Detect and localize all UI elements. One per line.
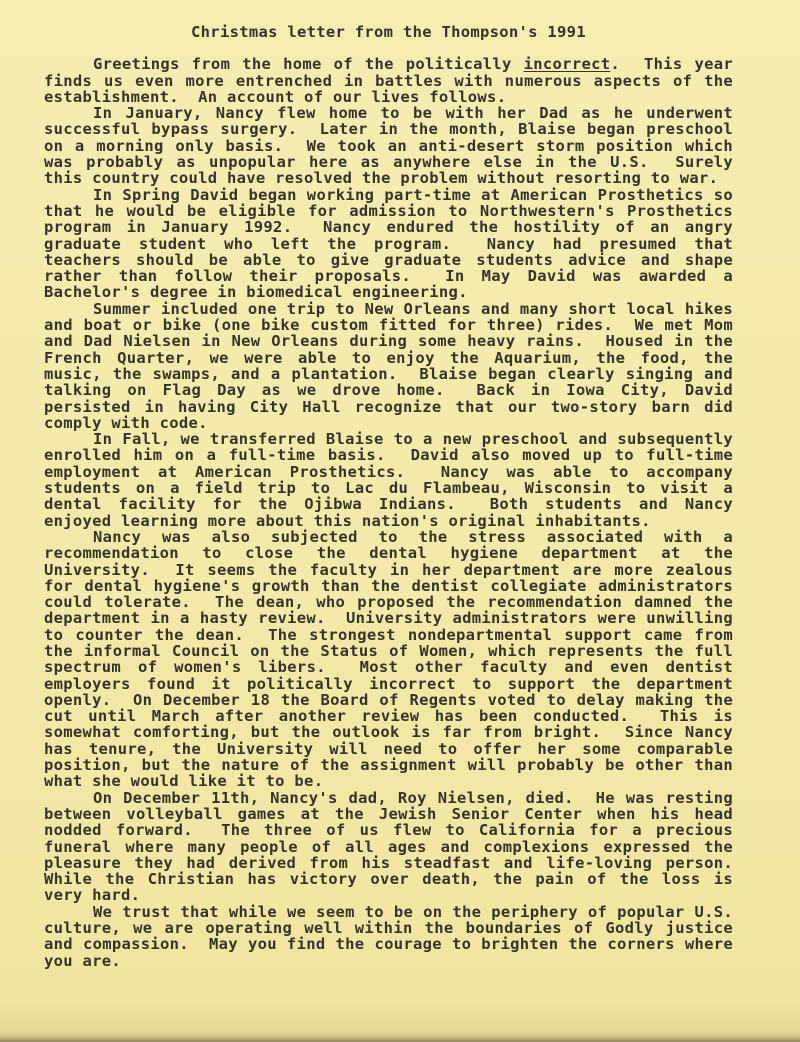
letter-line: Nancy was also subjected to the stress associated with a bbox=[93, 527, 733, 546]
letter-line: recommendation to close the dental hygiene department at the bbox=[44, 544, 733, 563]
letter-line: program in January 1992. Nancy endured the hostility of an angry bbox=[44, 218, 733, 237]
letter-line: We trust that while we seem to be on the periphery of popular U.S. bbox=[93, 902, 733, 921]
letter-line: dental facility for the Ojibwa Indians. Both students and Nancy bbox=[44, 495, 733, 514]
letter-line: enjoyed learning more about this nation's original inhabitants. bbox=[44, 511, 651, 530]
letter-line: and boat or bike (one bike custom fitted for three) rides. We met Mom bbox=[44, 316, 733, 335]
letter-line: funeral where many people of all ages and complexions expressed the bbox=[44, 837, 733, 856]
letter-line: position, but the nature of the assignment will probably be other than bbox=[44, 756, 733, 775]
letter-line: on a morning only basis. We took an anti-desert storm position which bbox=[44, 136, 733, 155]
letter-body bbox=[44, 56, 733, 969]
letter-line: and compassion. May you find the courage to brighten the corners where bbox=[44, 935, 733, 954]
letter-line: to counter the dean. The strongest nondepartmental support came from bbox=[44, 625, 733, 644]
letter-line: While the Christian has victory over death, the pain of the loss is bbox=[44, 870, 733, 889]
letter-line: University. It seems the faculty in her department are more zealous bbox=[44, 560, 733, 579]
letter-line: rather than follow their proposals. In May David was awarded a bbox=[44, 267, 733, 286]
letter-line: On December 11th, Nancy's dad, Roy Nielsen, died. He was resting bbox=[93, 788, 733, 807]
letter-line: this country could have resolved the problem without resorting to war. bbox=[44, 169, 719, 188]
letter-line: Bachelor's degree in biomedical engineering. bbox=[44, 283, 468, 302]
letter-line: teachers should be able to give graduate students advice and shape bbox=[44, 250, 733, 269]
letter-line: has tenure, the University will need to offer her some comparable bbox=[44, 739, 733, 758]
letter-line: and Dad Nielsen in New Orleans during some heavy rains. Housed in the bbox=[44, 332, 733, 351]
paragraph bbox=[44, 105, 733, 186]
letter-line: finds us even more entrenched in battles with numerous aspects of the bbox=[44, 71, 733, 90]
letter-line: graduate student who left the program. Nancy had presumed that bbox=[44, 234, 733, 253]
letter-line: you are. bbox=[44, 951, 122, 970]
letter-title: Christmas letter from the Thompson's 1991 bbox=[191, 23, 586, 41]
paragraph bbox=[44, 529, 733, 790]
letter-line: nodded forward. The three of us flew to California for a precious bbox=[44, 821, 733, 840]
letter-line: Summer included one trip to New Orleans and many short local hikes bbox=[93, 299, 733, 318]
letter-line: successful bypass surgery. Later in the month, Blaise began preschool bbox=[44, 120, 733, 139]
letter-line: comply with code. bbox=[44, 413, 208, 432]
paragraph bbox=[44, 187, 733, 301]
letter-line: that he would be eligible for admission to Northwestern's Prosthetics bbox=[44, 201, 733, 220]
letter-line: In Fall, we transferred Blaise to a new preschool and subsequently bbox=[93, 430, 733, 449]
underlined-word: incorrect bbox=[523, 55, 611, 74]
letter-line: In January, Nancy flew home to be with her Dad as he underwent bbox=[93, 104, 733, 123]
letter-line: employment at American Prosthetics. Nancy was able to accompany bbox=[44, 462, 733, 481]
letter-line: culture, we are operating well within the boundaries of Godly justice bbox=[44, 919, 733, 938]
letter-line: for dental hygiene's growth than the dentist collegiate administrators bbox=[44, 576, 733, 595]
letter-line: between volleyball games at the Jewish Senior Center when his head bbox=[44, 804, 733, 823]
letter-line: music, the swamps, and a plantation. Blaise began clearly singing and bbox=[44, 364, 733, 383]
letter-line: pleasure they had derived from his steadfast and life-loving person. bbox=[44, 853, 733, 872]
letter-line: talking on Flag Day as we drove home. Back in Iowa City, David bbox=[44, 381, 733, 400]
paragraph bbox=[44, 301, 733, 431]
letter-line: cut until March after another review has been conducted. This is bbox=[44, 707, 733, 726]
letter-line: persisted in having City Hall recognize that our two-story barn did bbox=[44, 397, 733, 416]
paragraph bbox=[44, 56, 733, 105]
paragraph bbox=[44, 431, 733, 529]
letter-line: was probably as unpopular here as anywhere else in the U.S. Surely bbox=[44, 153, 733, 172]
letter-line: could tolerate. The dean, who proposed the recommendation damned the bbox=[44, 593, 733, 612]
letter-line: what she would like it to be. bbox=[44, 772, 324, 791]
letter-line: department in a hasty review. University administrators were unwilling bbox=[44, 609, 733, 628]
letter-line: openly. On December 18 the Board of Regents voted to delay making the bbox=[44, 690, 733, 709]
paragraph bbox=[44, 904, 733, 969]
letter-line: establishment. An account of our lives follows. bbox=[44, 87, 507, 106]
letter-line: In Spring David began working part-time at American Prosthetics so bbox=[93, 185, 733, 204]
letter-text-column bbox=[44, 24, 733, 969]
letter-line: enrolled him on a full-time basis. David also moved up to full-time bbox=[44, 446, 733, 465]
letter-line: French Quarter, we were able to enjoy the Aquarium, the food, the bbox=[44, 348, 733, 367]
letter-line: somewhat comforting, but the outlook is far from bright. Since Nancy bbox=[44, 723, 733, 742]
letter-line: very hard. bbox=[44, 886, 141, 905]
paragraph bbox=[44, 790, 733, 904]
letter-line: employers found it politically incorrect to support the department bbox=[44, 674, 733, 693]
letter-line: students on a field trip to Lac du Flambeau, Wisconsin to visit a bbox=[44, 479, 733, 498]
letter-line: the informal Council on the Status of Women, which represents the full bbox=[44, 641, 733, 660]
letter-line: spectrum of women's libers. Most other faculty and even dentist bbox=[44, 658, 733, 677]
letter-line: Greetings from the home of the politically incorrect. This year bbox=[93, 55, 733, 74]
